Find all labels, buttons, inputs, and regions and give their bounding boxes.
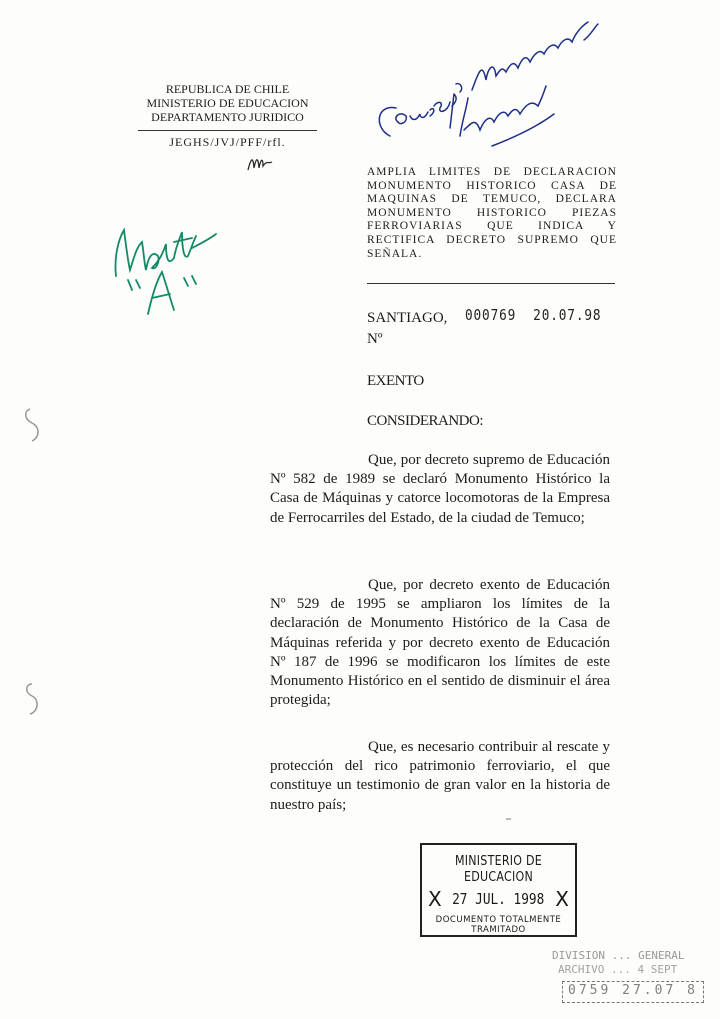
archive-stamp-line1: DIVISION ... GENERAL xyxy=(552,949,685,962)
letterhead-rule xyxy=(138,130,317,131)
decree-place: SANTIAGO, xyxy=(367,310,448,326)
handwritten-note-marta xyxy=(108,218,223,328)
stamp-status xyxy=(422,915,575,935)
decree-type: EXENTO xyxy=(367,373,424,389)
letterhead-country: REPUBLICA DE CHILE xyxy=(165,82,290,96)
decree-number: 000769 xyxy=(465,306,517,324)
handwritten-note-consejo xyxy=(368,18,608,168)
document-subject: AMPLIA LIMITES DE DECLARACION MONUMENTO HISTORICO CASA DE MAQUINAS DE TEMUCO, DECLARA MONUMENTO HISTORICO PIEZAS FERROVIARIAS QUE INDICA Y RECTIFICA DECRETO SUPREMO QUE SEÑALA. xyxy=(367,166,617,260)
paragraph-1: Que, por decreto supremo de Educación Nº 582 de 1989 se declaró Monumento Histórico la Casa de Máquinas y catorce locomotoras de la Empresa de Ferrocarriles del Estado, de la ciudad de Temuco; xyxy=(270,452,610,526)
paragraph-3: Que, es necesario contribuir al rescate y protección del rico patrimonio ferroviario, el que constituye un testimonio de gran valor en la historia de nuestro país; xyxy=(270,739,610,813)
stamp-status-line2: TRAMITADO xyxy=(471,925,526,935)
stamp-status-line1: DOCUMENTO TOTALMENTE xyxy=(435,915,562,925)
punch-hole-upper xyxy=(20,405,48,449)
stamp-mark-left: X xyxy=(428,887,442,911)
letterhead-ministry: MINISTERIO DE EDUCACION xyxy=(146,96,309,110)
punch-hole-lower xyxy=(20,678,48,722)
stray-mark xyxy=(505,816,513,822)
decree-date: 20.07.98 xyxy=(533,306,602,324)
handwritten-initials xyxy=(245,150,275,176)
reference-initials: JEGHS/JVJ/PFF/rfl. xyxy=(169,135,286,149)
ministry-stamp xyxy=(420,843,577,937)
letterhead-department: DEPARTAMENTO JURIDICO xyxy=(151,110,304,124)
stamp-mark-right: X xyxy=(555,887,569,911)
considerando-heading: CONSIDERANDO: xyxy=(367,413,484,429)
paragraph-2: Que, por decreto exento de Educación Nº 529 de 1995 se ampliaron los límites de la declaración de Monumento Histórico de la Casa de Máquinas referida y por decreto exento de Educación Nº 187 de 1996 se modificaron los límites de este Monumento Histórico en el sentido de disminuir el área protegida; xyxy=(270,577,610,709)
archive-stamp-line2: ARCHIVO ... 4 SEPT xyxy=(558,963,678,976)
archive-stamp xyxy=(548,945,713,1010)
letterhead xyxy=(120,82,335,149)
archive-stamp-line3: 0759 27.07 8 xyxy=(568,983,698,998)
stamp-date: 27 JUL. 1998 xyxy=(452,890,545,908)
stamp-date-line xyxy=(428,887,569,911)
stamp-ministry: MINISTERIO DE EDUCACION xyxy=(454,853,543,885)
subject-rule xyxy=(367,283,615,284)
decree-number-and-date xyxy=(465,306,601,324)
decree-number-label: Nº xyxy=(367,331,383,347)
